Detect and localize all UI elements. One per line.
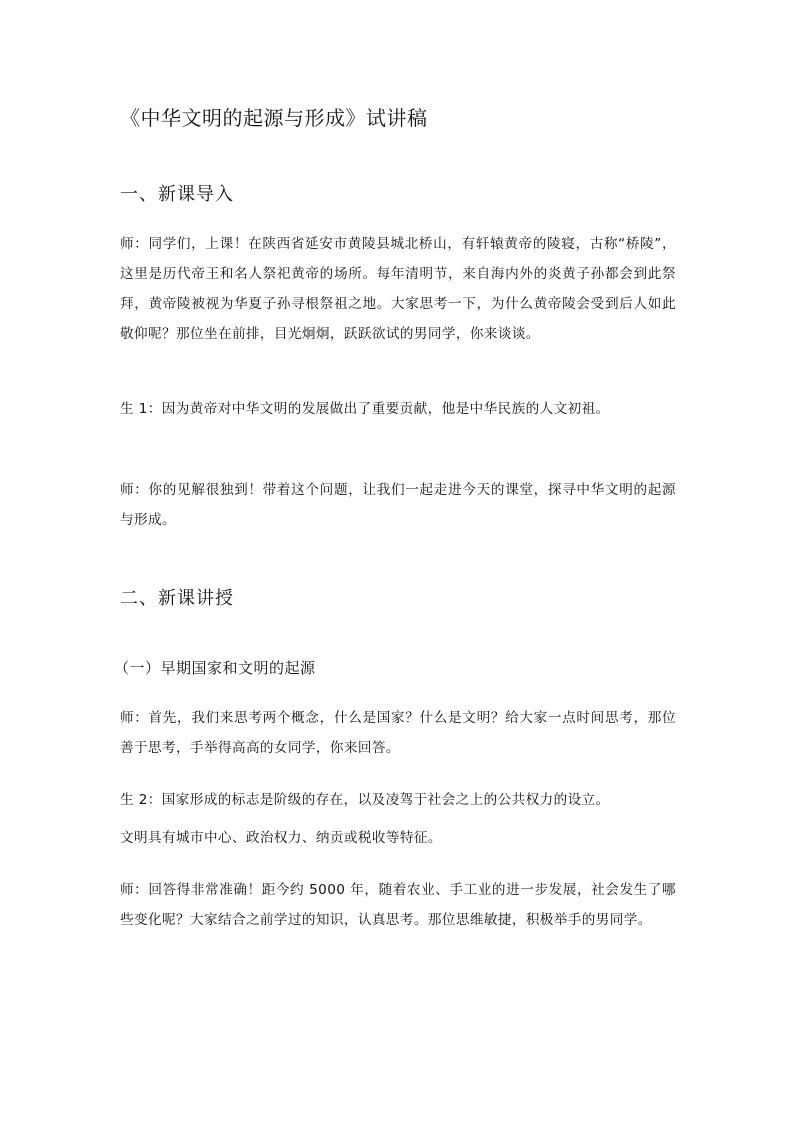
document-title: 《中华文明的起源与形成》试讲稿 bbox=[120, 106, 428, 130]
paragraph-teacher-response: 师：你的见解很独到！带着这个问题，让我们一起走进今天的课堂，探寻中华文明的起源与形成。 bbox=[120, 482, 676, 528]
paragraph-student-2: 生 2：国家形成的标志是阶级的存在，以及凌驾于社会之上的公共权力的设立。 bbox=[120, 792, 610, 808]
subsection-heading-origins: （一）早期国家和文明的起源 bbox=[114, 659, 316, 677]
paragraph-teacher-followup: 师：回答得非常准确！距今约 5000 年，随着农业、手工业的进一步发展，社会发生了哪些变化呢？大家结合之前学过的知识，认真思考。那位思维敏捷，积极举手的男同学。 bbox=[120, 882, 676, 928]
paragraph-student-1: 生 1：因为黄帝对中华文明的发展做出了重要贡献，他是中华民族的人文初祖。 bbox=[120, 401, 610, 417]
paragraph-civilization-features: 文明具有城市中心、政治权力、纳贡或税收等特征。 bbox=[120, 830, 442, 846]
paragraph-teacher-question: 师：首先，我们来思考两个概念，什么是国家？什么是文明？给大家一点时间思考，那位善于思考，手举得高高的女同学，你来回答。 bbox=[120, 710, 676, 756]
paragraph-teacher-intro: 师：同学们，上课！在陕西省延安市黄陵县城北桥山，有轩辕黄帝的陵寝，古称“桥陵”，这里是历代帝王和名人祭祀黄帝的场所。每年清明节，来自海内外的炎黄子孙都会到此祭拜，黄帝陵被视为华夏子孙寻根祭祖之地。大家思考一下，为什么黄帝陵会受到后人如此敬仰呢？那位坐在前排，目光炯炯，跃跃欲试的男同学，你来谈谈。 bbox=[120, 236, 676, 342]
section-heading-lecture: 二、新课讲授 bbox=[120, 588, 234, 609]
section-heading-intro: 一、新课导入 bbox=[120, 184, 234, 205]
